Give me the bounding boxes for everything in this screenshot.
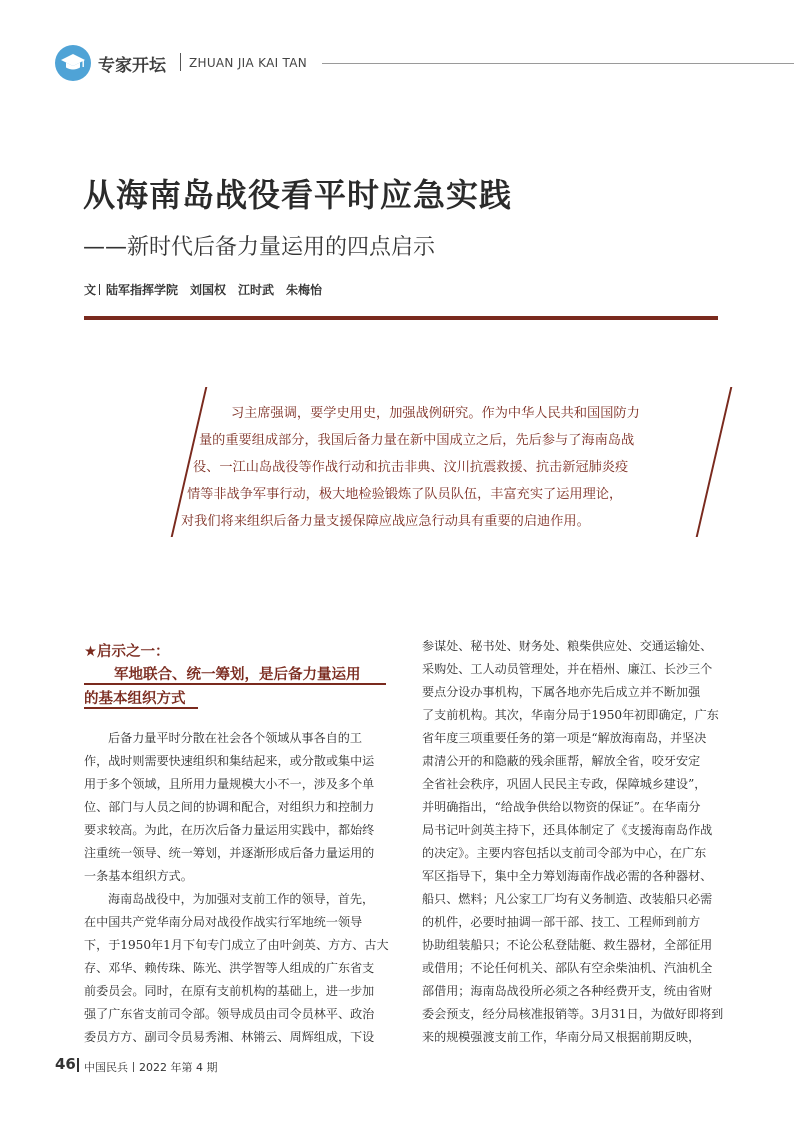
- body-line: 并明确指出，“给战争供给以物资的保证”。在华南分: [422, 800, 701, 814]
- body-line: 省年度三项重要任务的第一项是“解放海南岛，并坚决: [422, 731, 707, 745]
- abstract-right-slash: [696, 387, 733, 537]
- column-logo: [55, 45, 91, 81]
- body-line: 军区指导下，集中全力筹划海南作战必需的各种器材、: [422, 869, 713, 883]
- body-line: 作，战时则需要快速组织和集结起来，或分散或集中运: [84, 754, 375, 768]
- body-line: 了支前机构。其次，华南分局于1950年初即确定，广东: [422, 708, 719, 722]
- body-line: 来的规模强渡支前工作，华南分局又根据前期反映，: [422, 1030, 701, 1044]
- body-line: 委会预支，经分局核准报销等。3月31日，为做好即将到: [422, 1007, 724, 1021]
- column-name: 专家开坛: [98, 56, 166, 76]
- footer-divider: [77, 1058, 79, 1072]
- body-line: 存、邓华、赖传珠、陈光、洪学智等人组成的广东省支: [84, 961, 375, 975]
- body-line: 要求较高。为此，在历次后备力量运用实践中，都始终: [84, 823, 375, 837]
- graduation-cap-icon: [60, 53, 86, 73]
- header-rule: [322, 63, 794, 64]
- body-line: 用于多个领域，且所用力量规模大小不一，涉及多个单: [84, 777, 375, 791]
- body-line: 全省社会秩序，巩固人民民主专政，保障城乡建设”，: [422, 777, 707, 791]
- body-line: 的决定》。主要内容包括以支前司令部为中心，在广东: [422, 846, 707, 860]
- abstract-line: 对我们将来组织后备力量支援保障应战应急行动具有重要的启迪作用。: [181, 514, 590, 529]
- abstract-line: 量的重要组成部分，我国后备力量在新中国成立之后，先后参与了海南岛战: [199, 433, 635, 448]
- byline: [84, 281, 322, 298]
- body-line: 或借用；不论任何机关、部队有空余柴油机、汽油机全: [422, 961, 713, 975]
- header-divider: [180, 53, 181, 71]
- abstract-line: 情等非战争军事行动，极大地检验锻炼了队员队伍，丰富充实了运用理论，: [187, 487, 623, 502]
- title-rule: [84, 316, 718, 320]
- body-line: 协助组装船只；不论公私登陆艇、救生器材，全部征用: [422, 938, 713, 952]
- body-line: 一条基本组织方式。: [84, 869, 193, 883]
- journal-info: [84, 1059, 217, 1075]
- body-line: 要点分设办事机构，下属各地亦先后成立并不断加强: [422, 685, 701, 699]
- byline-prefix: 文: [84, 283, 97, 297]
- article-title: 从海南岛战役看平时应急实践: [83, 176, 513, 214]
- section-title-underline: [84, 683, 386, 685]
- body-line: 船只、燃料；凡公家工厂均有义务制造、改装船只必需: [422, 892, 713, 906]
- body-line: 的机件，必要时抽调一部干部、技工、工程师到前方: [422, 915, 701, 929]
- body-line: 前委员会。同时，在原有支前机构的基础上，进一步加: [84, 984, 375, 998]
- body-line: 肃清公开的和隐蔽的残余匪帮，解放全省，咬牙安定: [422, 754, 701, 768]
- body-line: 采购处、工人动员管理处，并在梧州、廉江、长沙三个: [422, 662, 713, 676]
- abstract-line: 役、一江山岛战役等作战行动和抗击非典、汶川抗震救援、抗击新冠肺炎疫: [193, 460, 629, 475]
- body-line: 局书记叶剑英主持下，还具体制定了《支援海南岛作战: [422, 823, 713, 837]
- section-heading: ★启示之一：: [84, 644, 170, 660]
- body-line: 参谋处、秘书处、财务处、粮柴供应处、交通运输处、: [422, 639, 713, 653]
- byline-authors: 陆军指挥学院 刘国权 江时武 朱梅怡: [106, 283, 323, 297]
- abstract-line: 习主席强调，要学史用史，加强战例研究。作为中华人民共和国国防力: [231, 406, 640, 421]
- section-title-line: 军地联合、统一筹划，是后备力量运用: [114, 667, 361, 683]
- section-title-line: 的基本组织方式: [84, 691, 186, 707]
- section-title-underline: [84, 707, 198, 709]
- body-line: 在中国共产党华南分局对战役作战实行军地统一领导: [84, 915, 363, 929]
- body-line: 位、部门与人员之间的协调和配合，对组织力和控制力: [84, 800, 375, 814]
- page-number: 46: [55, 1055, 76, 1073]
- journal-name: 中国民兵: [84, 1061, 128, 1074]
- body-line: 注重统一领导、统一筹划，并逐渐形成后备力量运用的: [84, 846, 375, 860]
- column-pinyin: ZHUAN JIA KAI TAN: [189, 56, 308, 70]
- body-line: 海南岛战役中，为加强对支前工作的领导，首先，: [108, 892, 375, 906]
- article-subtitle: ——新时代后备力量运用的四点启示: [83, 235, 436, 260]
- body-line: 下，于1950年1月下旬专门成立了由叶剑英、方方、古大: [84, 938, 389, 952]
- body-line: 委员方方、副司令员易秀湘、林锵云、周辉组成，下设: [84, 1030, 375, 1044]
- body-line: 强了广东省支前司令部。领导成员由司令员林平、政治: [84, 1007, 375, 1021]
- journal-issue: 2022 年第 4 期: [139, 1061, 218, 1074]
- body-line: 后备力量平时分散在社会各个领域从事各自的工: [108, 731, 362, 745]
- body-line: 部借用；海南岛战役所必须之各种经费开支，统由省财: [422, 984, 713, 998]
